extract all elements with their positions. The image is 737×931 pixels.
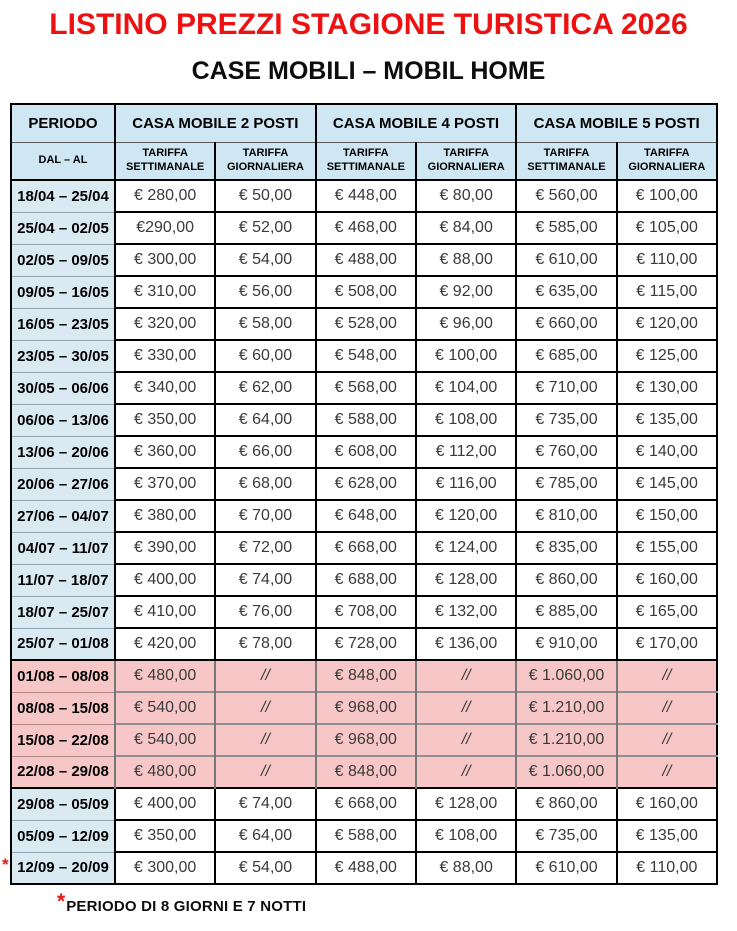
price-cell: € 410,00 [115, 596, 215, 628]
period-cell [11, 756, 115, 788]
price-cell: € 350,00 [115, 820, 215, 852]
period-cell [11, 244, 115, 276]
price-cell: // [617, 660, 717, 692]
price-cell: // [215, 692, 315, 724]
price-cell: € 104,00 [416, 372, 516, 404]
price-cell: € 1.210,00 [516, 692, 616, 724]
price-cell: € 70,00 [215, 500, 315, 532]
price-cell: € 1.210,00 [516, 724, 616, 756]
price-cell: € 1.060,00 [516, 756, 616, 788]
price-cell: € 968,00 [316, 692, 416, 724]
price-cell: € 835,00 [516, 532, 616, 564]
table-tariff-header-row [11, 142, 717, 180]
price-cell: € 608,00 [316, 436, 416, 468]
price-cell: € 488,00 [316, 244, 416, 276]
price-cell: € 135,00 [617, 404, 717, 436]
price-cell: € 116,00 [416, 468, 516, 500]
price-cell: € 300,00 [115, 852, 215, 884]
price-cell: € 688,00 [316, 564, 416, 596]
period-cell [11, 532, 115, 564]
price-cell: € 60,00 [215, 340, 315, 372]
period-cell [11, 372, 115, 404]
price-cell: € 1.060,00 [516, 660, 616, 692]
page-title: LISTINO PREZZI STAGIONE TURISTICA 2026 [49, 8, 688, 41]
table-row [11, 212, 717, 244]
price-cell: € 968,00 [316, 724, 416, 756]
price-cell: // [416, 660, 516, 692]
price-cell: € 685,00 [516, 340, 616, 372]
table-row [11, 788, 717, 820]
table-row [11, 468, 717, 500]
period-cell [11, 564, 115, 596]
price-cell: € 110,00 [617, 852, 717, 884]
price-cell: // [215, 756, 315, 788]
table-row [11, 500, 717, 532]
table-row [11, 564, 717, 596]
price-cell: € 448,00 [316, 180, 416, 212]
period-cell [11, 596, 115, 628]
table-row [11, 532, 717, 564]
price-cell: € 108,00 [416, 404, 516, 436]
table-row [11, 596, 717, 628]
price-cell: € 668,00 [316, 788, 416, 820]
price-cell: € 400,00 [115, 564, 215, 596]
price-cell: // [617, 724, 717, 756]
price-cell: € 735,00 [516, 820, 616, 852]
price-cell: € 84,00 [416, 212, 516, 244]
price-cell: € 52,00 [215, 212, 315, 244]
price-cell: € 145,00 [617, 468, 717, 500]
price-cell: € 360,00 [115, 436, 215, 468]
period-label: 29/08 – 05/09 [17, 795, 109, 813]
price-cell: € 910,00 [516, 628, 616, 660]
price-cell: € 100,00 [617, 180, 717, 212]
price-cell: € 400,00 [115, 788, 215, 820]
period-cell [11, 820, 115, 852]
tariff-header-giornaliera-5p: TARIFFA GIORNALIERA [617, 142, 717, 180]
price-cell: € 128,00 [416, 788, 516, 820]
price-cell: € 848,00 [316, 660, 416, 692]
price-cell: € 508,00 [316, 276, 416, 308]
price-cell: € 100,00 [416, 340, 516, 372]
table-row [11, 340, 717, 372]
tariff-header-settimanale-5p: TARIFFA SETTIMANALE [516, 142, 616, 180]
period-cell [11, 468, 115, 500]
table-row [11, 660, 717, 692]
price-cell: // [617, 756, 717, 788]
group-header-2-posti: CASA MOBILE 2 POSTI [115, 104, 316, 142]
price-cell: € 390,00 [115, 532, 215, 564]
period-label: 30/05 – 06/06 [17, 379, 109, 397]
price-table-body [2, 180, 717, 884]
price-cell: € 735,00 [516, 404, 616, 436]
price-cell: € 860,00 [516, 788, 616, 820]
tariff-header-settimanale-2p: TARIFFA SETTIMANALE [115, 142, 215, 180]
period-cell [11, 212, 115, 244]
price-cell: € 74,00 [215, 788, 315, 820]
period-cell [11, 788, 115, 820]
price-cell: € 340,00 [115, 372, 215, 404]
price-cell: € 330,00 [115, 340, 215, 372]
price-cell: € 50,00 [215, 180, 315, 212]
price-cell: € 568,00 [316, 372, 416, 404]
tariff-header-giornaliera-4p: TARIFFA GIORNALIERA [416, 142, 516, 180]
price-cell: € 635,00 [516, 276, 616, 308]
price-cell: € 136,00 [416, 628, 516, 660]
price-cell: € 58,00 [215, 308, 315, 340]
price-cell: € 660,00 [516, 308, 616, 340]
footnote-asterisk-icon: * [57, 890, 66, 913]
price-cell: € 72,00 [215, 532, 315, 564]
price-cell: // [617, 692, 717, 724]
table-group-header-row [11, 104, 717, 142]
period-label: 23/05 – 30/05 [17, 347, 109, 365]
price-cell: € 760,00 [516, 436, 616, 468]
period-label: 04/07 – 11/07 [17, 539, 109, 557]
period-cell [11, 724, 115, 756]
price-cell: € 628,00 [316, 468, 416, 500]
price-cell: € 125,00 [617, 340, 717, 372]
price-cell: € 708,00 [316, 596, 416, 628]
price-cell: € 92,00 [416, 276, 516, 308]
period-cell [11, 276, 115, 308]
page-subtitle: CASE MOBILI – MOBIL HOME [191, 57, 546, 85]
price-cell: € 488,00 [316, 852, 416, 884]
period-label: 12/09 – 20/09 [17, 859, 109, 877]
period-label: 22/08 – 29/08 [17, 763, 109, 781]
price-cell: € 96,00 [416, 308, 516, 340]
table-row [11, 724, 717, 756]
price-cell: € 64,00 [215, 820, 315, 852]
table-row [11, 180, 717, 212]
price-cell: € 350,00 [115, 404, 215, 436]
price-cell: € 124,00 [416, 532, 516, 564]
price-cell: € 528,00 [316, 308, 416, 340]
price-cell: // [215, 724, 315, 756]
group-header-5-posti: CASA MOBILE 5 POSTI [516, 104, 717, 142]
price-cell: € 54,00 [215, 852, 315, 884]
price-cell: € 68,00 [215, 468, 315, 500]
price-cell: € 370,00 [115, 468, 215, 500]
price-cell: € 848,00 [316, 756, 416, 788]
price-cell: € 420,00 [115, 628, 215, 660]
price-cell: €290,00 [115, 212, 215, 244]
table-row [11, 372, 717, 404]
price-cell: € 310,00 [115, 276, 215, 308]
period-label: 01/08 – 08/08 [17, 667, 109, 685]
price-cell: € 728,00 [316, 628, 416, 660]
price-cell: € 150,00 [617, 500, 717, 532]
price-cell: € 76,00 [215, 596, 315, 628]
table-row [11, 852, 717, 884]
price-table-head [11, 104, 717, 180]
price-cell: € 710,00 [516, 372, 616, 404]
footnote [57, 890, 307, 916]
tariff-header-giornaliera-2p: TARIFFA GIORNALIERA [215, 142, 315, 180]
table-row [11, 692, 717, 724]
price-cell: € 300,00 [115, 244, 215, 276]
period-label: 11/07 – 18/07 [17, 571, 109, 589]
table-row [11, 404, 717, 436]
period-cell [11, 340, 115, 372]
period-label: 15/08 – 22/08 [17, 731, 109, 749]
price-cell: € 160,00 [617, 564, 717, 596]
price-cell: € 480,00 [115, 660, 215, 692]
price-cell: € 105,00 [617, 212, 717, 244]
table-row [11, 820, 717, 852]
price-cell: € 120,00 [617, 308, 717, 340]
price-cell: € 585,00 [516, 212, 616, 244]
price-cell: € 380,00 [115, 500, 215, 532]
period-subheader: DAL – AL [11, 142, 115, 180]
table-row [11, 756, 717, 788]
period-cell [11, 308, 115, 340]
footnote-text: PERIODO DI 8 GIORNI E 7 NOTTI [66, 898, 307, 915]
period-label: 09/05 – 16/05 [17, 283, 109, 301]
price-cell: € 588,00 [316, 820, 416, 852]
price-cell: € 140,00 [617, 436, 717, 468]
period-cell [11, 660, 115, 692]
price-cell: € 132,00 [416, 596, 516, 628]
price-cell: € 280,00 [115, 180, 215, 212]
price-cell: € 588,00 [316, 404, 416, 436]
period-cell [2, 852, 115, 884]
table-row [11, 276, 717, 308]
price-cell: € 54,00 [215, 244, 315, 276]
period-label: 25/04 – 02/05 [17, 219, 109, 237]
period-cell [11, 500, 115, 532]
price-cell: € 78,00 [215, 628, 315, 660]
price-cell: € 480,00 [115, 756, 215, 788]
price-cell: // [416, 756, 516, 788]
price-cell: € 62,00 [215, 372, 315, 404]
price-cell: € 155,00 [617, 532, 717, 564]
period-label: 25/07 – 01/08 [17, 635, 109, 653]
period-cell [11, 436, 115, 468]
price-cell: // [215, 660, 315, 692]
period-cell [11, 628, 115, 660]
period-label: 05/09 – 12/09 [17, 827, 109, 845]
period-label: 13/06 – 20/06 [17, 443, 109, 461]
period-label: 08/08 – 15/08 [17, 699, 109, 717]
price-cell: € 130,00 [617, 372, 717, 404]
price-cell: € 668,00 [316, 532, 416, 564]
price-cell: € 648,00 [316, 500, 416, 532]
period-header: PERIODO [11, 104, 115, 142]
price-cell: € 860,00 [516, 564, 616, 596]
group-header-4-posti: CASA MOBILE 4 POSTI [316, 104, 517, 142]
period-label: 18/04 – 25/04 [17, 187, 109, 205]
price-cell: € 110,00 [617, 244, 717, 276]
tariff-header-settimanale-4p: TARIFFA SETTIMANALE [316, 142, 416, 180]
period-cell [11, 692, 115, 724]
price-cell: € 610,00 [516, 244, 616, 276]
period-label: 18/07 – 25/07 [17, 603, 109, 621]
price-cell: € 88,00 [416, 244, 516, 276]
price-cell: € 66,00 [215, 436, 315, 468]
price-cell: € 135,00 [617, 820, 717, 852]
price-cell: // [416, 724, 516, 756]
price-cell: € 785,00 [516, 468, 616, 500]
period-label: 16/05 – 23/05 [17, 315, 109, 333]
price-cell: € 610,00 [516, 852, 616, 884]
price-cell: € 128,00 [416, 564, 516, 596]
row-asterisk-icon: * [2, 854, 9, 874]
price-cell: € 468,00 [316, 212, 416, 244]
period-label: 20/06 – 27/06 [17, 475, 109, 493]
price-cell: € 560,00 [516, 180, 616, 212]
price-cell: € 165,00 [617, 596, 717, 628]
period-cell [11, 180, 115, 212]
price-cell: € 115,00 [617, 276, 717, 308]
price-cell: € 540,00 [115, 692, 215, 724]
period-label: 06/06 – 13/06 [17, 411, 109, 429]
period-label: 02/05 – 09/05 [17, 251, 109, 269]
price-cell: € 64,00 [215, 404, 315, 436]
price-cell: € 74,00 [215, 564, 315, 596]
price-cell: € 548,00 [316, 340, 416, 372]
price-cell: € 170,00 [617, 628, 717, 660]
period-cell [11, 404, 115, 436]
table-row [11, 244, 717, 276]
price-cell: € 56,00 [215, 276, 315, 308]
table-row [11, 308, 717, 340]
price-cell: € 112,00 [416, 436, 516, 468]
price-cell: € 320,00 [115, 308, 215, 340]
price-table [2, 103, 718, 885]
price-cell: € 885,00 [516, 596, 616, 628]
price-cell: // [416, 692, 516, 724]
price-cell: € 80,00 [416, 180, 516, 212]
table-row [11, 436, 717, 468]
price-cell: € 160,00 [617, 788, 717, 820]
price-cell: € 120,00 [416, 500, 516, 532]
table-row [11, 628, 717, 660]
price-cell: € 810,00 [516, 500, 616, 532]
price-cell: € 540,00 [115, 724, 215, 756]
price-cell: € 88,00 [416, 852, 516, 884]
price-cell: € 108,00 [416, 820, 516, 852]
period-label: 27/06 – 04/07 [17, 507, 109, 525]
